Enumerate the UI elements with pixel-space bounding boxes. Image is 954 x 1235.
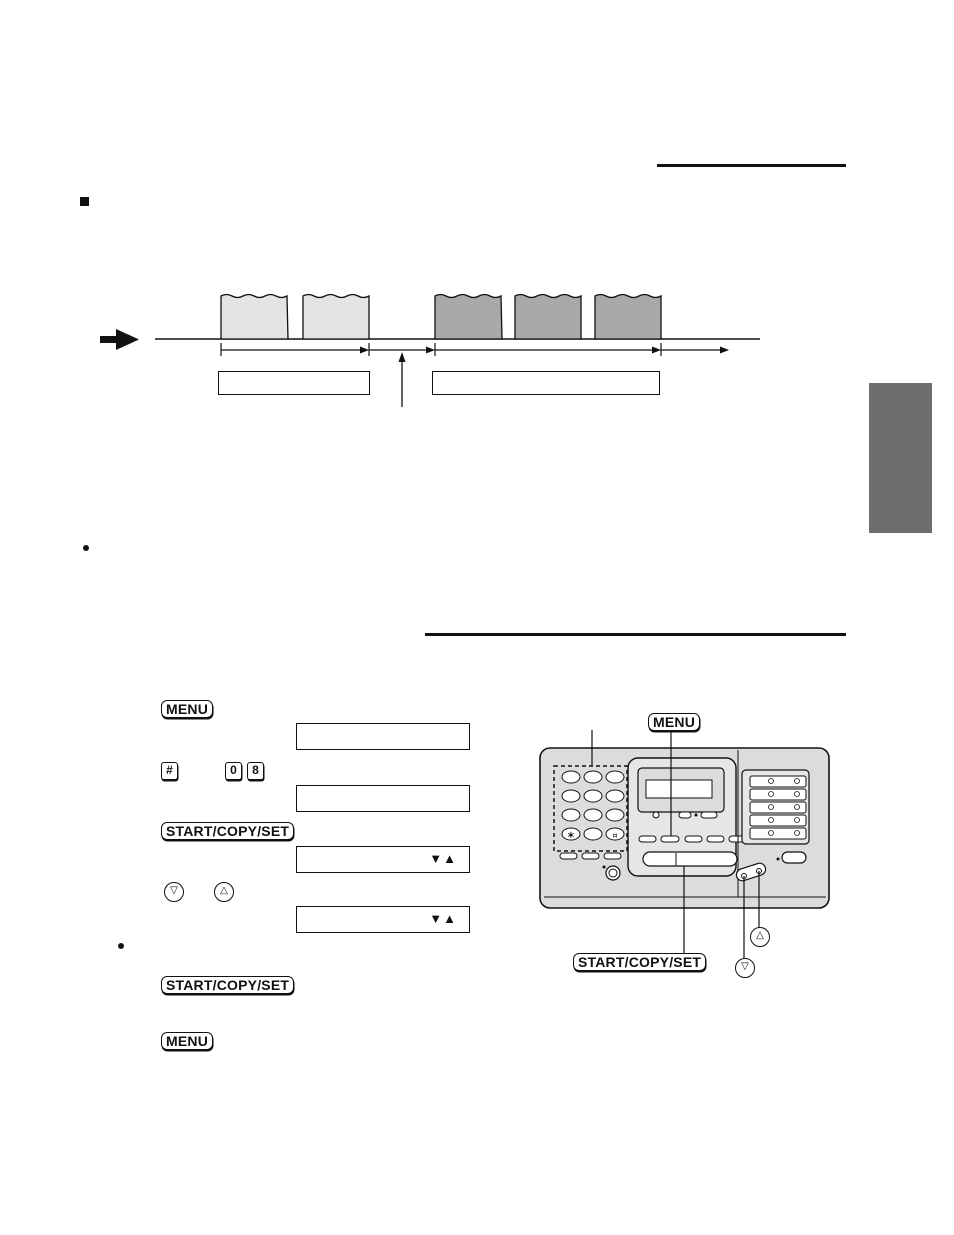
up-triangle-icon: △ [750, 927, 770, 947]
device-menu-label: MENU [648, 713, 700, 731]
svg-text:∗: ∗ [566, 830, 576, 841]
hash-key: # [161, 762, 178, 780]
menu-key: MENU [161, 1032, 213, 1050]
up-triangle-icon: △ [214, 882, 234, 902]
device-start-copy-set-label: START/COPY/SET [573, 953, 706, 971]
down-triangle-icon: ▽ [164, 882, 184, 902]
start-bar [643, 852, 737, 866]
display-arrows: ▼▲ [429, 851, 457, 866]
start-copy-set-key: START/COPY/SET [161, 822, 294, 840]
menu-key: MENU [161, 700, 213, 718]
display-arrows: ▼▲ [429, 911, 457, 926]
start-copy-set-key: START/COPY/SET [161, 976, 294, 994]
svg-text:¤: ¤ [612, 831, 618, 840]
digit-key-8: 8 [247, 762, 264, 780]
digit-key-0: 0 [225, 762, 242, 780]
down-triangle-icon: ▽ [735, 958, 755, 978]
